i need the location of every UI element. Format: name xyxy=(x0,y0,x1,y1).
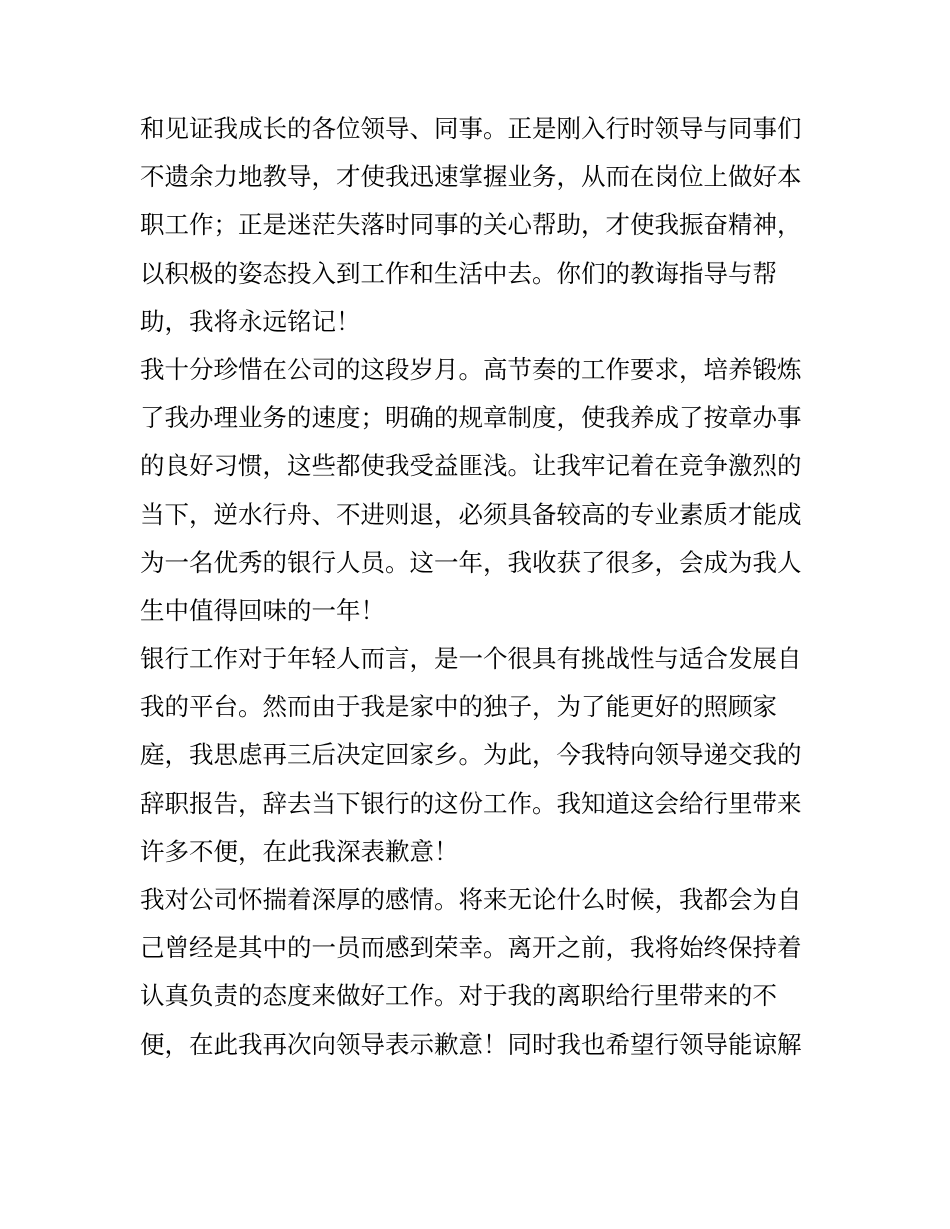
text-line: 许多不便，在此我深表歉意！ xyxy=(140,836,459,866)
text-line: 己曾经是其中的一员而感到荣幸。离开之前，我将始终保持着 xyxy=(140,933,802,963)
text-line: 的良好习惯，这些都使我受益匪浅。让我牢记着在竞争激烈的 xyxy=(140,451,802,481)
text-line: 便，在此我再次向领导表示歉意！同时我也希望行领导能谅解 xyxy=(140,1029,802,1059)
text-line: 银行工作对于年轻人而言，是一个很具有挑战性与适合发展自 xyxy=(140,644,802,674)
text-line: 当下，逆水行舟、不进则退，必须具备较高的专业素质才能成 xyxy=(140,499,802,529)
text-line: 我十分珍惜在公司的这段岁月。高节奏的工作要求，培养锻炼 xyxy=(140,354,802,384)
text-line: 庭，我思虑再三后决定回家乡。为此，今我特向领导递交我的 xyxy=(140,740,802,770)
text-line: 不遗余力地教导，才使我迅速掌握业务，从而在岗位上做好本 xyxy=(140,162,802,192)
letter-body xyxy=(140,105,820,1069)
text-line: 我的平台。然而由于我是家中的独子，为了能更好的照顾家 xyxy=(140,692,777,722)
text-line: 了我办理业务的速度；明确的规章制度，使我养成了按章办事 xyxy=(140,403,802,433)
text-line: 以积极的姿态投入到工作和生活中去。你们的教诲指导与帮 xyxy=(140,258,777,288)
text-line: 我对公司怀揣着深厚的感情。将来无论什么时候，我都会为自 xyxy=(140,885,802,914)
text-line: 认真负责的态度来做好工作。对于我的离职给行里带来的不 xyxy=(140,981,777,1011)
text-line: 生中值得回味的一年！ xyxy=(140,595,385,625)
text-line: 为一名优秀的银行人员。这一年，我收获了很多，会成为我人 xyxy=(140,547,802,577)
text-line: 助，我将永远铭记！ xyxy=(140,306,361,336)
text-line: 辞职报告，辞去当下银行的这份工作。我知道这会给行里带来 xyxy=(140,788,802,818)
text-line: 职工作；正是迷茫失落时同事的关心帮助，才使我振奋精神， xyxy=(140,210,802,240)
text-line: 和见证我成长的各位领导、同事。正是刚入行时领导与同事们 xyxy=(140,114,802,143)
